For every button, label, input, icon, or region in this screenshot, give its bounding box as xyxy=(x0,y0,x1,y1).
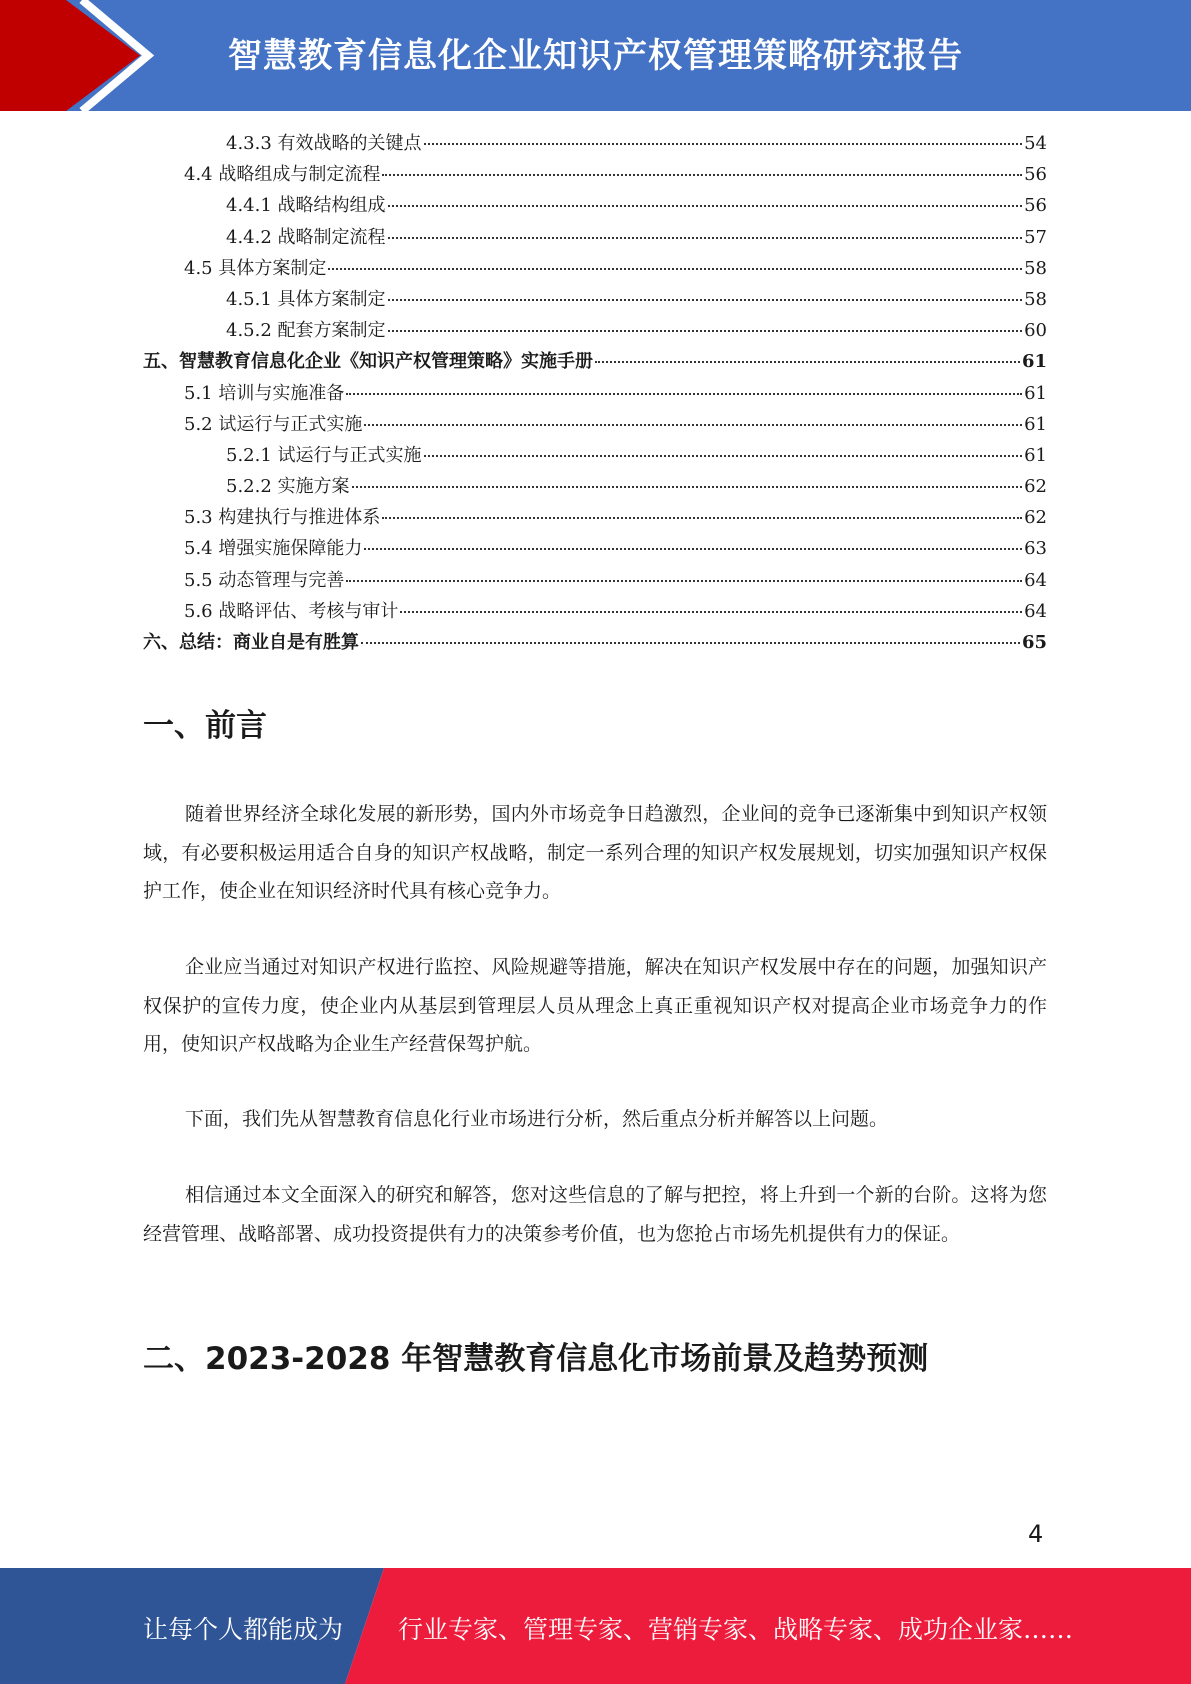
toc-entry[interactable] xyxy=(143,596,1047,627)
toc-entry-label: 5.4 增强实施保障能力 xyxy=(184,538,363,560)
toc-entry[interactable] xyxy=(143,190,1047,221)
toc-entry-page: 54 xyxy=(1024,133,1047,154)
toc-entry-page: 61 xyxy=(1024,382,1047,404)
header-banner xyxy=(0,0,1191,111)
toc-dot-leader xyxy=(388,299,1023,301)
toc-entry-page: 61 xyxy=(1024,444,1047,466)
toc-entry-label: 4.3.3 有效战略的关键点 xyxy=(226,133,422,154)
chevron-red xyxy=(0,0,140,111)
toc-dot-leader xyxy=(364,548,1022,550)
toc-entry-page: 56 xyxy=(1024,164,1047,186)
toc-entry-label: 5.2 试运行与正式实施 xyxy=(184,413,363,435)
toc-dot-leader xyxy=(364,424,1022,426)
toc-entry-page: 61 xyxy=(1021,351,1047,373)
toc-entry[interactable] xyxy=(143,627,1047,658)
toc-entry-page: 60 xyxy=(1024,320,1047,342)
toc-entry-page: 58 xyxy=(1024,288,1047,310)
footer-slogan-left: 让每个人都能成为 xyxy=(143,1615,344,1644)
paragraph: 随着世界经济全球化发展的新形势，国内外市场竞争日趋激烈，企业间的竞争已逐渐集中到知识产权领域，有必要积极运用适合自身的知识产权战略，制定一系列合理的知识产权发展规划，切实加强知识产权保护工作，使企业在知识经济时代具有核心竞争力。 xyxy=(143,803,1047,902)
table-of-contents xyxy=(143,128,1047,658)
toc-entry-page: 64 xyxy=(1024,600,1047,622)
toc-entry-label: 5.5 动态管理与完善 xyxy=(184,569,345,591)
toc-dot-leader xyxy=(388,237,1023,239)
toc-entry-label: 4.5.2 配套方案制定 xyxy=(226,320,386,342)
toc-dot-leader xyxy=(361,642,1020,644)
paragraph: 下面，我们先从智慧教育信息化行业市场进行分析，然后重点分析并解答以上问题。 xyxy=(185,1108,889,1130)
footer-slogan-right: 行业专家、管理专家、营销专家、战略专家、成功企业家…… xyxy=(398,1615,1074,1644)
toc-entry-label: 五、智慧教育信息化企业《知识产权管理策略》实施手册 xyxy=(143,351,593,373)
toc-dot-leader xyxy=(328,268,1022,270)
toc-dot-leader xyxy=(388,330,1023,332)
toc-dot-leader xyxy=(595,361,1020,363)
toc-entry-page: 61 xyxy=(1024,413,1047,435)
toc-entry-label: 5.3 构建执行与推进体系 xyxy=(184,507,381,529)
toc-dot-leader xyxy=(424,143,1023,145)
toc-dot-leader xyxy=(400,611,1022,613)
report-title: 智慧教育信息化企业知识产权管理策略研究报告 xyxy=(228,36,963,76)
toc-dot-leader xyxy=(346,580,1022,582)
toc-entry-label: 六、总结：商业自是有胜算 xyxy=(143,632,359,653)
toc-entry[interactable] xyxy=(143,346,1047,377)
toc-entry[interactable] xyxy=(143,253,1047,284)
toc-entry-page: 62 xyxy=(1024,476,1047,498)
toc-entry[interactable] xyxy=(143,128,1047,159)
toc-dot-leader xyxy=(382,517,1022,519)
toc-entry-label: 4.4.1 战略结构组成 xyxy=(226,195,386,217)
toc-entry[interactable] xyxy=(143,284,1047,315)
toc-entry[interactable] xyxy=(143,222,1047,253)
toc-entry[interactable] xyxy=(143,533,1047,564)
toc-entry-page: 57 xyxy=(1024,226,1047,248)
toc-entry-page: 63 xyxy=(1024,538,1047,560)
toc-dot-leader xyxy=(424,455,1023,457)
toc-entry-page: 58 xyxy=(1024,257,1047,279)
toc-entry-label: 5.2.2 实施方案 xyxy=(226,476,350,498)
toc-entry-label: 5.6 战略评估、考核与审计 xyxy=(184,600,399,622)
toc-entry-label: 4.5.1 具体方案制定 xyxy=(226,288,386,310)
toc-entry[interactable] xyxy=(143,378,1047,409)
chevron-decoration xyxy=(0,0,160,111)
footer-banner xyxy=(0,1568,1191,1684)
toc-entry-page: 62 xyxy=(1024,507,1047,529)
toc-entry[interactable] xyxy=(143,409,1047,440)
page-number: 4 xyxy=(1028,1520,1044,1548)
toc-entry-label: 4.4.2 战略制定流程 xyxy=(226,226,386,248)
toc-entry-label: 4.5 具体方案制定 xyxy=(184,257,327,279)
toc-entry[interactable] xyxy=(143,440,1047,471)
toc-entry[interactable] xyxy=(143,471,1047,502)
toc-entry-label: 5.1 培训与实施准备 xyxy=(184,382,345,404)
toc-dot-leader xyxy=(352,486,1023,488)
toc-entry[interactable] xyxy=(143,315,1047,346)
toc-entry-label: 4.4 战略组成与制定流程 xyxy=(184,164,381,186)
toc-entry-page: 56 xyxy=(1024,195,1047,217)
toc-entry[interactable] xyxy=(143,565,1047,596)
toc-dot-leader xyxy=(346,393,1022,395)
toc-entry[interactable] xyxy=(143,159,1047,190)
section-two-heading: 二、2023-2028 年智慧教育信息化市场前景及趋势预测 xyxy=(143,1341,929,1377)
paragraph: 企业应当通过对知识产权进行监控、风险规避等措施，解决在知识产权发展中存在的问题，加强知识产权保护的宣传力度，使企业内从基层到管理层人员从理念上真正重视知识产权对提高企业市场竞争力的作用，使知识产权战略为企业生产经营保驾护航。 xyxy=(143,956,1047,1055)
toc-dot-leader xyxy=(388,205,1023,207)
paragraph: 相信通过本文全面深入的研究和解答，您对这些信息的了解与把控，将上升到一个新的台阶。这将为您经营管理、战略部署、成功投资提供有力的决策参考价值，也为您抢占市场先机提供有力的保证。 xyxy=(143,1184,1047,1245)
toc-entry-label: 5.2.1 试运行与正式实施 xyxy=(226,444,422,466)
toc-entry-page: 64 xyxy=(1024,569,1047,591)
toc-entry[interactable] xyxy=(143,502,1047,533)
preface-heading: 一、前言 xyxy=(143,708,267,744)
toc-dot-leader xyxy=(382,174,1022,176)
toc-entry-page: 65 xyxy=(1021,632,1047,653)
